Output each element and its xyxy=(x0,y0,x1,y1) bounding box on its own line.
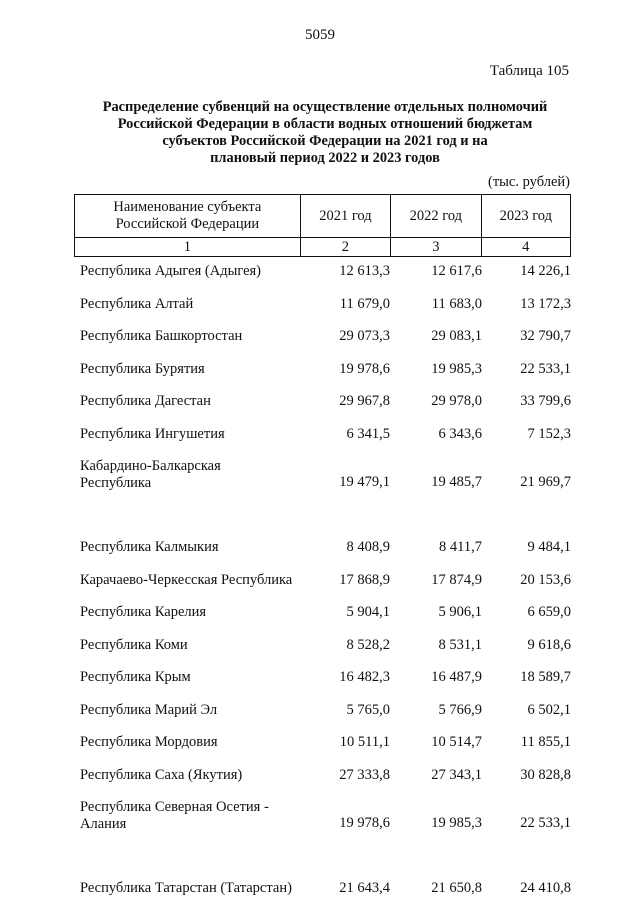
region-name: Республика Северная Осетия - Алания xyxy=(80,799,269,832)
table-row xyxy=(0,632,640,665)
header-row xyxy=(75,195,571,238)
value-2023: 9 618,6 xyxy=(527,636,571,653)
region-name: Республика Карелия xyxy=(80,604,207,620)
value-2023: 20 153,6 xyxy=(520,571,571,588)
value-2022: 10 514,7 xyxy=(431,734,482,750)
value-2021: 12 613,3 xyxy=(339,263,390,279)
region-name: Республика Калмыкия xyxy=(80,539,219,555)
value-2022: 27 343,1 xyxy=(431,766,482,783)
table-header xyxy=(74,194,571,257)
column-number-3: 3 xyxy=(391,238,481,257)
value-2023: 13 172,3 xyxy=(520,295,571,312)
value-2023: 22 533,1 xyxy=(520,815,571,831)
table-row xyxy=(0,323,640,356)
region-name: Республика Мордовия xyxy=(80,734,218,750)
value-2022: 19 985,3 xyxy=(431,815,482,831)
value-2022: 6 343,6 xyxy=(438,425,482,442)
value-2021: 16 482,3 xyxy=(339,669,390,685)
table-row xyxy=(0,258,640,291)
header-name-line1: Наименование субъекта xyxy=(113,199,262,215)
value-2021: 11 679,0 xyxy=(339,295,390,312)
region-name: Республика Татарстан (Татарстан) xyxy=(80,880,292,896)
title-line: Распределение субвенций на осуществление отдельных полномочий xyxy=(102,99,548,115)
value-2022: 5 766,9 xyxy=(438,701,482,718)
table-row xyxy=(0,875,640,908)
region-name: Республика Алтай xyxy=(80,295,194,312)
value-2023: 32 790,7 xyxy=(520,328,571,344)
region-name: Республика Марий Эл xyxy=(80,701,218,718)
value-2021: 17 868,9 xyxy=(339,571,390,588)
title-line: субъектов Российской Федерации на 2021 год и на xyxy=(162,133,488,149)
value-2022: 19 985,3 xyxy=(431,360,482,377)
value-2022: 5 906,1 xyxy=(438,604,482,620)
table-row xyxy=(0,534,640,567)
value-2023: 24 410,8 xyxy=(520,880,571,896)
table-row xyxy=(0,291,640,324)
value-2022: 21 650,8 xyxy=(431,880,482,896)
document-title xyxy=(80,99,570,167)
value-2021: 19 978,6 xyxy=(339,815,390,831)
value-2021: 29 073,3 xyxy=(339,328,390,344)
column-number-2: 2 xyxy=(300,238,390,257)
value-2023: 22 533,1 xyxy=(520,360,571,377)
region-name: Республика Саха (Якутия) xyxy=(80,766,243,783)
value-2023: 9 484,1 xyxy=(527,539,571,555)
table-row xyxy=(0,421,640,454)
table-row xyxy=(0,794,640,875)
title-line: Российской Федерации в области водных отношений бюджетам xyxy=(117,116,533,132)
header-2022: 2022 год xyxy=(391,195,481,238)
value-2023: 33 799,6 xyxy=(520,393,571,409)
region-name: Кабардино-Балкарская Республика xyxy=(80,458,221,491)
region-name: Республика Бурятия xyxy=(80,360,205,377)
table-row xyxy=(0,729,640,762)
table-row xyxy=(0,356,640,389)
region-name: Республика Дагестан xyxy=(80,393,211,409)
table-row xyxy=(0,453,640,534)
table-row xyxy=(0,762,640,795)
title-line: плановый период 2022 и 2023 годов xyxy=(210,150,440,166)
value-2021: 21 643,4 xyxy=(339,880,390,896)
value-2022: 12 617,6 xyxy=(431,263,482,279)
region-name: Республика Башкортостан xyxy=(80,328,243,344)
column-number-row xyxy=(75,238,571,257)
table-body xyxy=(0,258,640,908)
value-2023: 30 828,8 xyxy=(520,766,571,783)
table-row xyxy=(0,697,640,730)
header-name xyxy=(75,195,301,238)
value-2021: 19 479,1 xyxy=(339,474,390,490)
value-2023: 7 152,3 xyxy=(527,425,571,442)
region-name: Республика Адыгея (Адыгея) xyxy=(80,263,262,279)
value-2023: 6 502,1 xyxy=(527,701,571,718)
table-row xyxy=(0,567,640,600)
region-name: Карачаево-Черкесская Республика xyxy=(80,571,293,588)
region-name: Республика Ингушетия xyxy=(80,425,225,442)
value-2021: 8 528,2 xyxy=(346,636,390,653)
value-2021: 6 341,5 xyxy=(346,425,390,442)
value-2021: 5 904,1 xyxy=(346,604,390,620)
value-2021: 29 967,8 xyxy=(339,393,390,409)
value-2023: 18 589,7 xyxy=(520,669,571,685)
value-2022: 29 083,1 xyxy=(431,328,482,344)
value-2023: 14 226,1 xyxy=(520,263,571,279)
table-row xyxy=(0,664,640,697)
units-label: (тыс. рублей) xyxy=(488,174,570,190)
table-row xyxy=(0,599,640,632)
value-2022: 16 487,9 xyxy=(431,669,482,685)
value-2021: 27 333,8 xyxy=(339,766,390,783)
region-name: Республика Коми xyxy=(80,636,188,653)
header-name-line2: Российской Федерации xyxy=(115,216,260,232)
value-2022: 17 874,9 xyxy=(431,571,482,588)
value-2021: 8 408,9 xyxy=(346,539,390,555)
value-2021: 19 978,6 xyxy=(339,360,390,377)
value-2023: 11 855,1 xyxy=(520,734,571,750)
table-label: Таблица 105 xyxy=(489,63,569,79)
value-2021: 10 511,1 xyxy=(339,734,390,750)
value-2021: 5 765,0 xyxy=(346,701,390,718)
header-2023: 2023 год xyxy=(481,195,570,238)
value-2022: 29 978,0 xyxy=(431,393,482,409)
value-2022: 11 683,0 xyxy=(431,295,482,312)
page-number: 5059 xyxy=(305,27,335,43)
column-number-1: 1 xyxy=(75,238,301,257)
value-2023: 6 659,0 xyxy=(527,604,571,620)
column-number-4: 4 xyxy=(481,238,570,257)
value-2022: 8 411,7 xyxy=(439,539,482,555)
region-name: Республика Крым xyxy=(80,669,191,685)
value-2022: 19 485,7 xyxy=(431,474,482,490)
header-2021: 2021 год xyxy=(300,195,390,238)
value-2023: 21 969,7 xyxy=(520,474,571,490)
table-row xyxy=(0,388,640,421)
value-2022: 8 531,1 xyxy=(438,636,482,653)
